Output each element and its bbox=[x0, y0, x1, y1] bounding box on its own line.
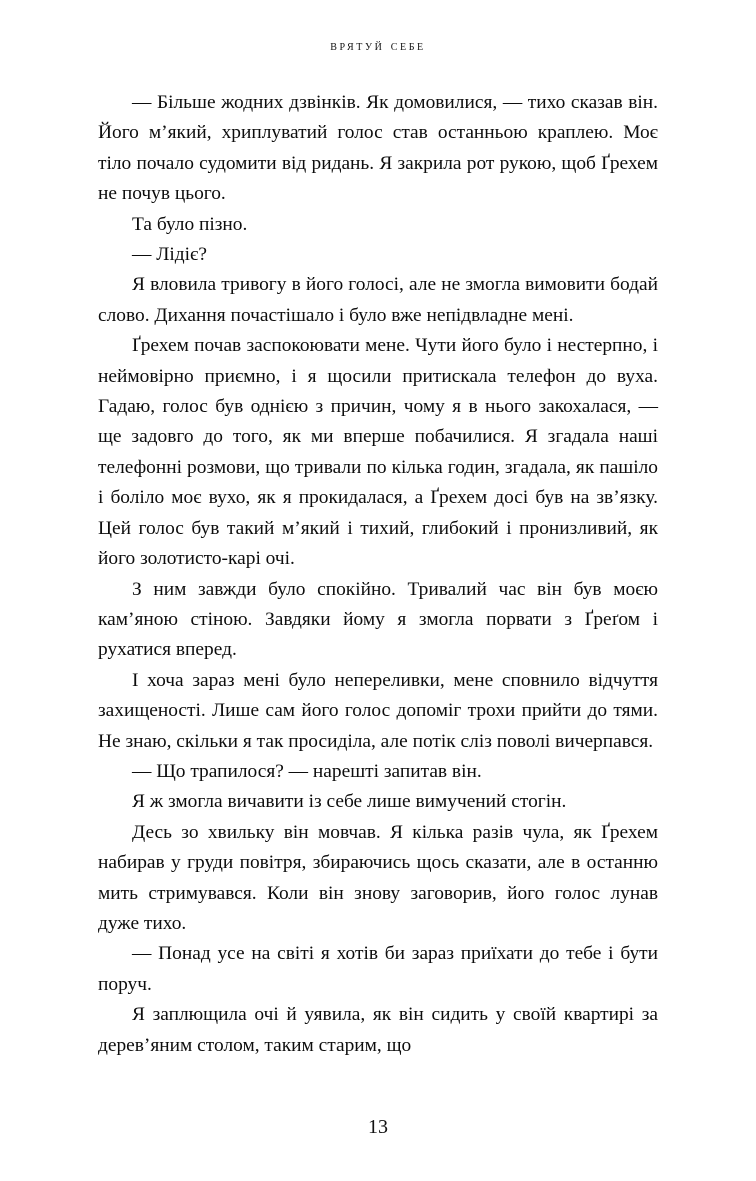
paragraph: — Понад усе на світі я хотів би зараз приїхати до тебе і бути поруч. bbox=[98, 943, 658, 995]
paragraph: Я ж змогла вичавити із себе лише вимучений стогін. bbox=[132, 791, 567, 813]
paragraph: Я заплющила очі й уявила, як він сидить у своїй квартирі за дерев’яним столом, таким старим, що bbox=[98, 1004, 658, 1056]
paragraph: — Що трапилося? — нарешті запитав він. bbox=[132, 760, 482, 782]
paragraph: — Лідіє? bbox=[132, 244, 207, 266]
page-number-text: 13 bbox=[368, 1116, 388, 1138]
paragraph: Ґрехем почав заспокоювати мене. Чути його було і нестерпно, і неймовірно приємно, і я щосили притискала телефон до вуха. Гадаю, голос був однією з причин, чому я в нього закохалася, — ще задовго до того, як ми вперше побачилися. Я згадала наші телефонні розмови, що тривали по кілька годин, згадала, як пашіло і боліло моє вухо, як я прокидалася, а Ґрехем досі був на зв’язку. Цей голос був такий м’який і тихий, глибокий і пронизливий, як його золотисто-карі очі. bbox=[98, 335, 658, 570]
paragraph: Десь зо хвильку він мовчав. Я кілька разів чула, як Ґрехем набирав у груди повітря, збираючись щось сказати, але в останню мить стримувався. Коли він знову заговорив, його голос лунав дуже тихо. bbox=[98, 821, 658, 934]
paragraph: Та було пізно. bbox=[132, 213, 248, 235]
running-head-text: врятуй себе bbox=[330, 38, 426, 54]
page-body bbox=[98, 88, 658, 1061]
paragraph: Я вловила тривогу в його голосі, але не змогла вимовити бодай слово. Дихання почастішало і було вже непідвладне мені. bbox=[98, 274, 658, 326]
paragraph: — Більше жодних дзвінків. Як домовилися, — тихо сказав він. Його м’який, хриплуватий голос став останньою краплею. Моє тіло почало судомити від ридань. Я закрила рот рукою, щоб Ґрехем не почув цього. bbox=[98, 92, 658, 205]
page-number bbox=[0, 1116, 756, 1139]
running-head bbox=[0, 38, 756, 55]
paragraph: І хоча зараз мені було неперeливки, мене сповнило відчуття захищеності. Лише сам його голос допоміг трохи прийти до тями. Не знаю, скільки я так просиділа, але потік сліз поволі вичерпався. bbox=[98, 669, 658, 752]
paragraph: З ним завжди було спокійно. Тривалий час він був моєю кам’яною стіною. Завдяки йому я змогла порвати з Ґреґом і рухатися вперед. bbox=[98, 578, 658, 661]
